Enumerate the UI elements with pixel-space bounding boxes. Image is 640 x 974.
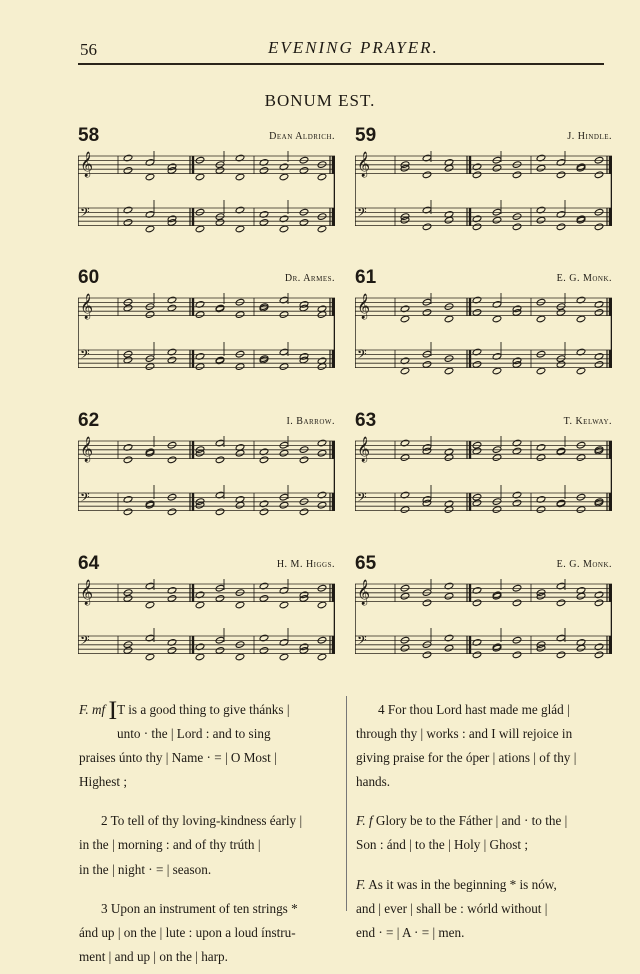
drop-cap: I [108, 696, 118, 725]
chant-number: 62 [78, 410, 100, 431]
music-score [78, 579, 335, 669]
chant-number: 65 [355, 553, 377, 574]
gloria-line [356, 873, 612, 897]
treble-clef-icon: 𝄞 [80, 437, 94, 462]
running-title: EVENING PRAYER. [268, 38, 439, 57]
section-title: BONUM EST. [264, 91, 376, 110]
treble-clef-icon: 𝄞 [80, 294, 94, 319]
chant-number: 64 [78, 553, 100, 574]
verse-1-line: praises únto thy | Name · = | O Most | [79, 750, 277, 766]
chant-composer: Dr. Armes. [284, 273, 335, 284]
bass-clef-icon: 𝄢 [357, 347, 367, 365]
chant-number: 58 [78, 125, 100, 146]
chant-composer: E. G. Monk. [556, 559, 612, 570]
column-divider [346, 696, 347, 911]
chant-number: 61 [355, 267, 377, 288]
treble-clef-icon: 𝄞 [357, 437, 371, 462]
music-score [78, 293, 335, 383]
verse-2-line: in the | morning : and of thy trúth | [79, 837, 261, 853]
verse-1-line: unto · the | Lord : and to sing [117, 726, 271, 742]
chant-number: 59 [355, 125, 377, 146]
page-number: 56 [80, 40, 97, 59]
treble-clef-icon: 𝄞 [357, 152, 371, 177]
verse-2-line: 2 To tell of thy loving-kindness éarly | [101, 813, 303, 829]
header-rule [78, 63, 604, 65]
gloria-line: Son : ánd | to the | Holy | Ghost ; [356, 837, 529, 853]
dynamic-label: F. f [356, 813, 373, 829]
bass-clef-icon: 𝄢 [80, 490, 90, 508]
treble-clef-icon: 𝄞 [357, 294, 371, 319]
verse-4-line: 4 For thou Lord hast made me glád | [378, 702, 570, 717]
bass-clef-icon: 𝄢 [357, 633, 367, 651]
chant-composer: H. M. Higgs. [276, 559, 335, 570]
treble-clef-icon: 𝄞 [80, 152, 94, 177]
verse-text: Glory be to the Fáther | and · to the | [375, 813, 568, 829]
chant-58 [78, 125, 335, 241]
chant-60 [78, 267, 335, 383]
bass-clef-icon: 𝄢 [80, 633, 90, 651]
chant-64 [78, 553, 335, 669]
chant-composer: I. Barrow. [286, 416, 335, 427]
verse-3-line: ment | and up | on the | harp. [79, 948, 228, 964]
music-score [78, 436, 335, 526]
dynamic-label: F. [356, 876, 366, 892]
verse-text: As it was in the beginning * is nów, [368, 876, 557, 892]
gloria-line: end · = | A · = | men. [356, 924, 465, 940]
chant-63 [355, 410, 612, 526]
chant-composer: Dean Aldrich. [269, 131, 335, 142]
music-score [355, 151, 612, 241]
bass-clef-icon: 𝄢 [80, 205, 90, 223]
verse-1-line: Highest ; [79, 774, 127, 790]
chant-number: 63 [355, 410, 377, 431]
music-score [78, 151, 335, 241]
verse-3-line: ánd up | on the | lute : upon a loud ínstru- [79, 924, 296, 940]
chant-composer: E. G. Monk. [556, 273, 612, 284]
chant-62 [78, 410, 335, 526]
verse-3-line: 3 Upon an instrument of ten strings * [101, 900, 298, 916]
gloria-line [356, 809, 612, 833]
verse-2-line: in the | night · = | season. [79, 861, 212, 877]
verse-4-line: hands. [356, 774, 391, 790]
verse-1-line [79, 696, 336, 725]
bass-clef-icon: 𝄢 [357, 205, 367, 223]
verses-right-column [356, 698, 612, 945]
music-score [355, 436, 612, 526]
chant-composer: J. Hindle. [567, 131, 612, 142]
dynamic-label: F. mf [79, 702, 106, 717]
chant-65 [355, 553, 612, 669]
chant-composer: T. Kelway. [563, 416, 612, 427]
music-score [355, 293, 612, 383]
verses-left-column [79, 698, 336, 969]
verse-text: T is a good thing to give thánks | [117, 702, 290, 717]
bass-clef-icon: 𝄢 [357, 490, 367, 508]
treble-clef-icon: 𝄞 [357, 580, 371, 605]
treble-clef-icon: 𝄞 [80, 580, 94, 605]
chant-61 [355, 267, 612, 383]
verse-4-line: through thy | works : and I will rejoice in [356, 726, 573, 742]
chant-59 [355, 125, 612, 241]
bass-clef-icon: 𝄢 [80, 347, 90, 365]
gloria-line: and | ever | shall be : wórld without | [356, 900, 548, 916]
chant-number: 60 [78, 267, 100, 288]
music-score [355, 579, 612, 669]
verse-4-line: giving praise for the óper | ations | of thy | [356, 750, 577, 766]
